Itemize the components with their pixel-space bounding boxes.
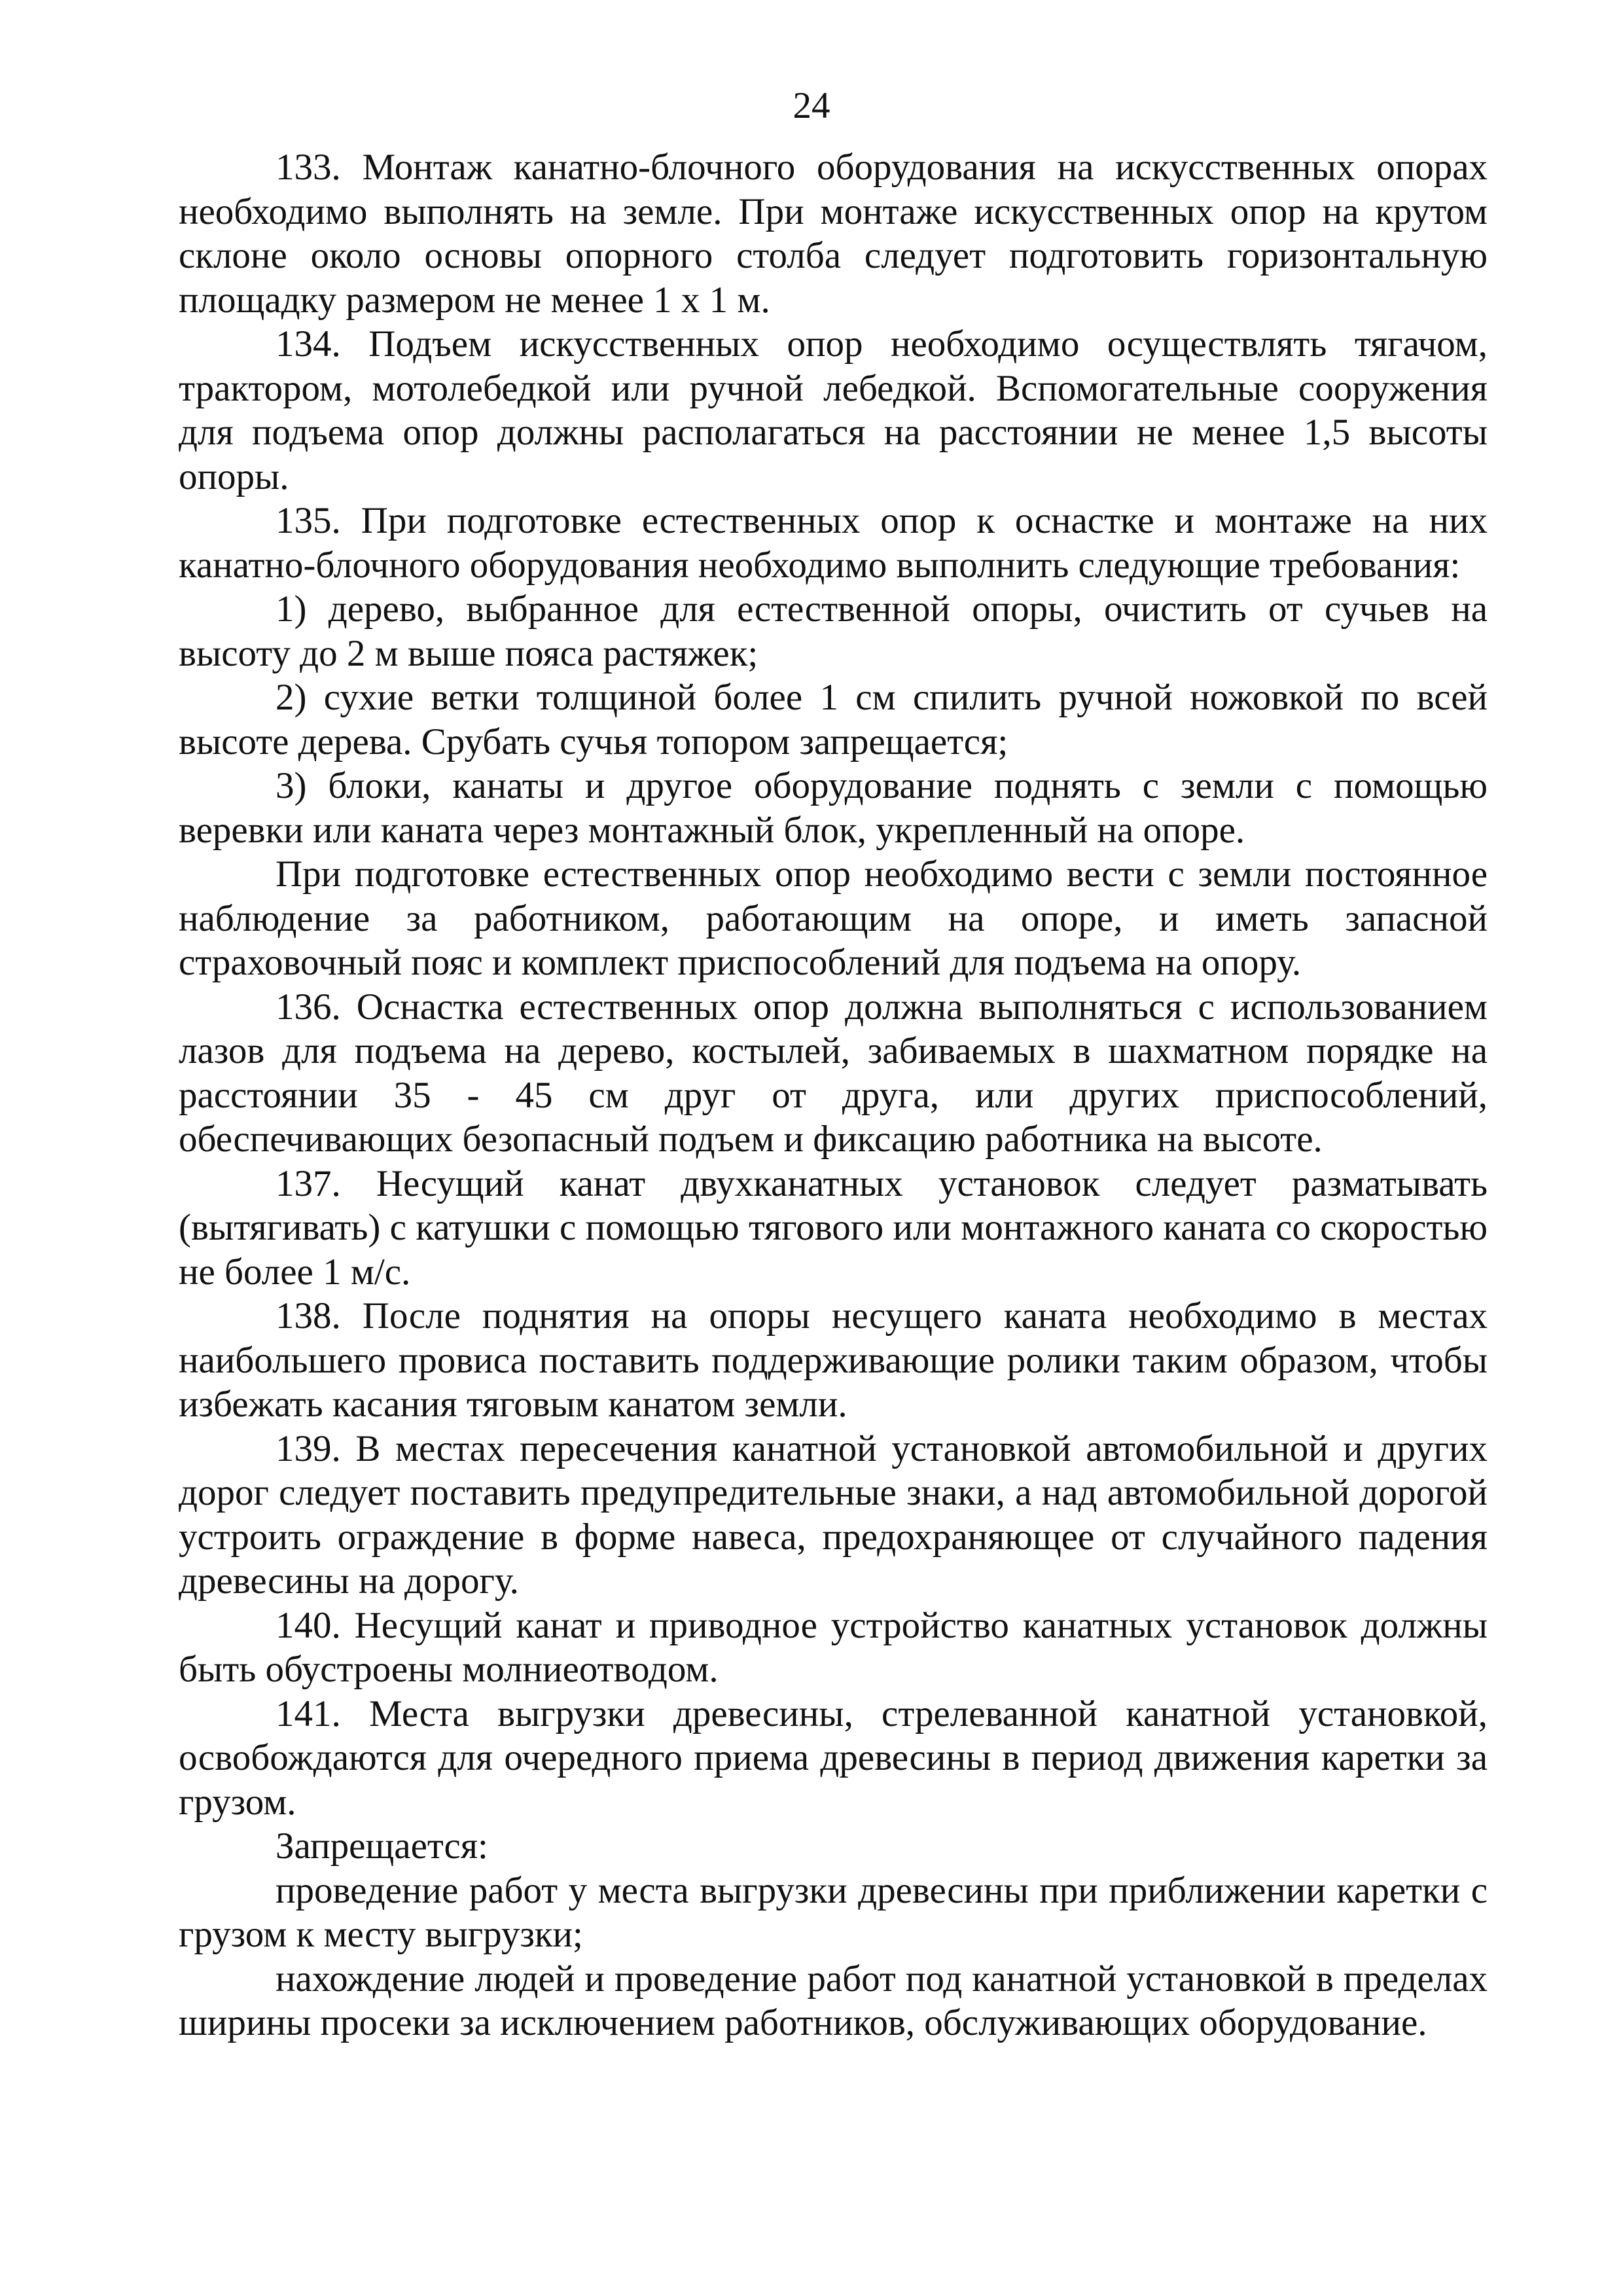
prohibited-item-1: проведение работ у места выгрузки древесины при приближении каретки с грузом к месту выгрузки; (179, 1869, 1488, 1955)
document-body (179, 145, 1488, 2045)
paragraph-136: 136. Оснастка естественных опор должна выполняться с использованием лазов для подъема на дерево, костылей, забиваемых в шахматном порядке на расстоянии 35 - 45 см друг от друга, или других приспособлений, обеспечивающих безопасный подъем и фиксацию работника на высоте. (179, 986, 1488, 1160)
list-item-135-1: 1) дерево, выбранное для естественной опоры, очистить от сучьев на высоту до 2 м выше пояса растяжек; (179, 588, 1488, 674)
list-item-135-3: 3) блоки, канаты и другое оборудование поднять с земли с помощью веревки или каната через монтажный блок, укрепленный на опоре. (179, 765, 1488, 851)
paragraph-137: 137. Несущий канат двухканатных установок следует разматывать (вытягивать) с катушки с помощью тягового или монтажного каната со скоростью не более 1 м/с. (179, 1162, 1488, 1293)
prohibited-heading: Запрещается: (276, 1825, 488, 1867)
paragraph-139: 139. В местах пересечения канатной установкой автомобильной и других дорог следует поставить предупредительные знаки, а над автомобильной дорогой устроить ограждение в форме навеса, предохраняющее от случайного падения древесины на дорогу. (179, 1427, 1488, 1602)
paragraph-133: 133. Монтаж канатно-блочного оборудования на искусственных опорах необходимо выполнять на земле. При монтаже искусственных опор на крутом склоне около основы опорного столба следует подготовить горизонтальную площадку размером не менее 1 x 1 м. (179, 147, 1488, 321)
paragraph-140: 140. Несущий канат и приводное устройство канатных установок должны быть обустроены молниеотводом. (179, 1604, 1488, 1690)
paragraph-134: 134. Подъем искусственных опор необходимо осуществлять тягачом, трактором, мотолебедкой или ручной лебедкой. Вспомогательные сооружения для подъема опор должны располагаться на расстоянии не менее 1,5 высоты опоры. (179, 323, 1488, 497)
paragraph-138: 138. После поднятия на опоры несущего каната необходимо в местах наибольшего провиса поставить поддерживающие ролики таким образом, чтобы избежать касания тяговым канатом земли. (179, 1295, 1488, 1425)
paragraph-135-observation: При подготовке естественных опор необходимо вести с земли постоянное наблюдение за работником, работающим на опоре, и иметь запасной страховочный пояс и комплект приспособлений для подъема на опору. (179, 853, 1488, 983)
list-item-135-2: 2) сухие ветки толщиной более 1 см спилить ручной ножовкой по всей высоте дерева. Срубать сучья топором запрещается; (179, 677, 1488, 762)
paragraph-135: 135. При подготовке естественных опор к оснастке и монтаже на них канатно-блочного оборудования необходимо выполнить следующие требования: (179, 500, 1488, 586)
prohibited-item-2: нахождение людей и проведение работ под канатной установкой в пределах ширины просеки за исключением работников, обслуживающих оборудование. (179, 1958, 1488, 2043)
page-number: 24 (793, 85, 830, 126)
paragraph-141: 141. Места выгрузки древесины, стрелеванной канатной установкой, освобождаются для очередного приема древесины в период движения каретки за грузом. (179, 1693, 1488, 1823)
